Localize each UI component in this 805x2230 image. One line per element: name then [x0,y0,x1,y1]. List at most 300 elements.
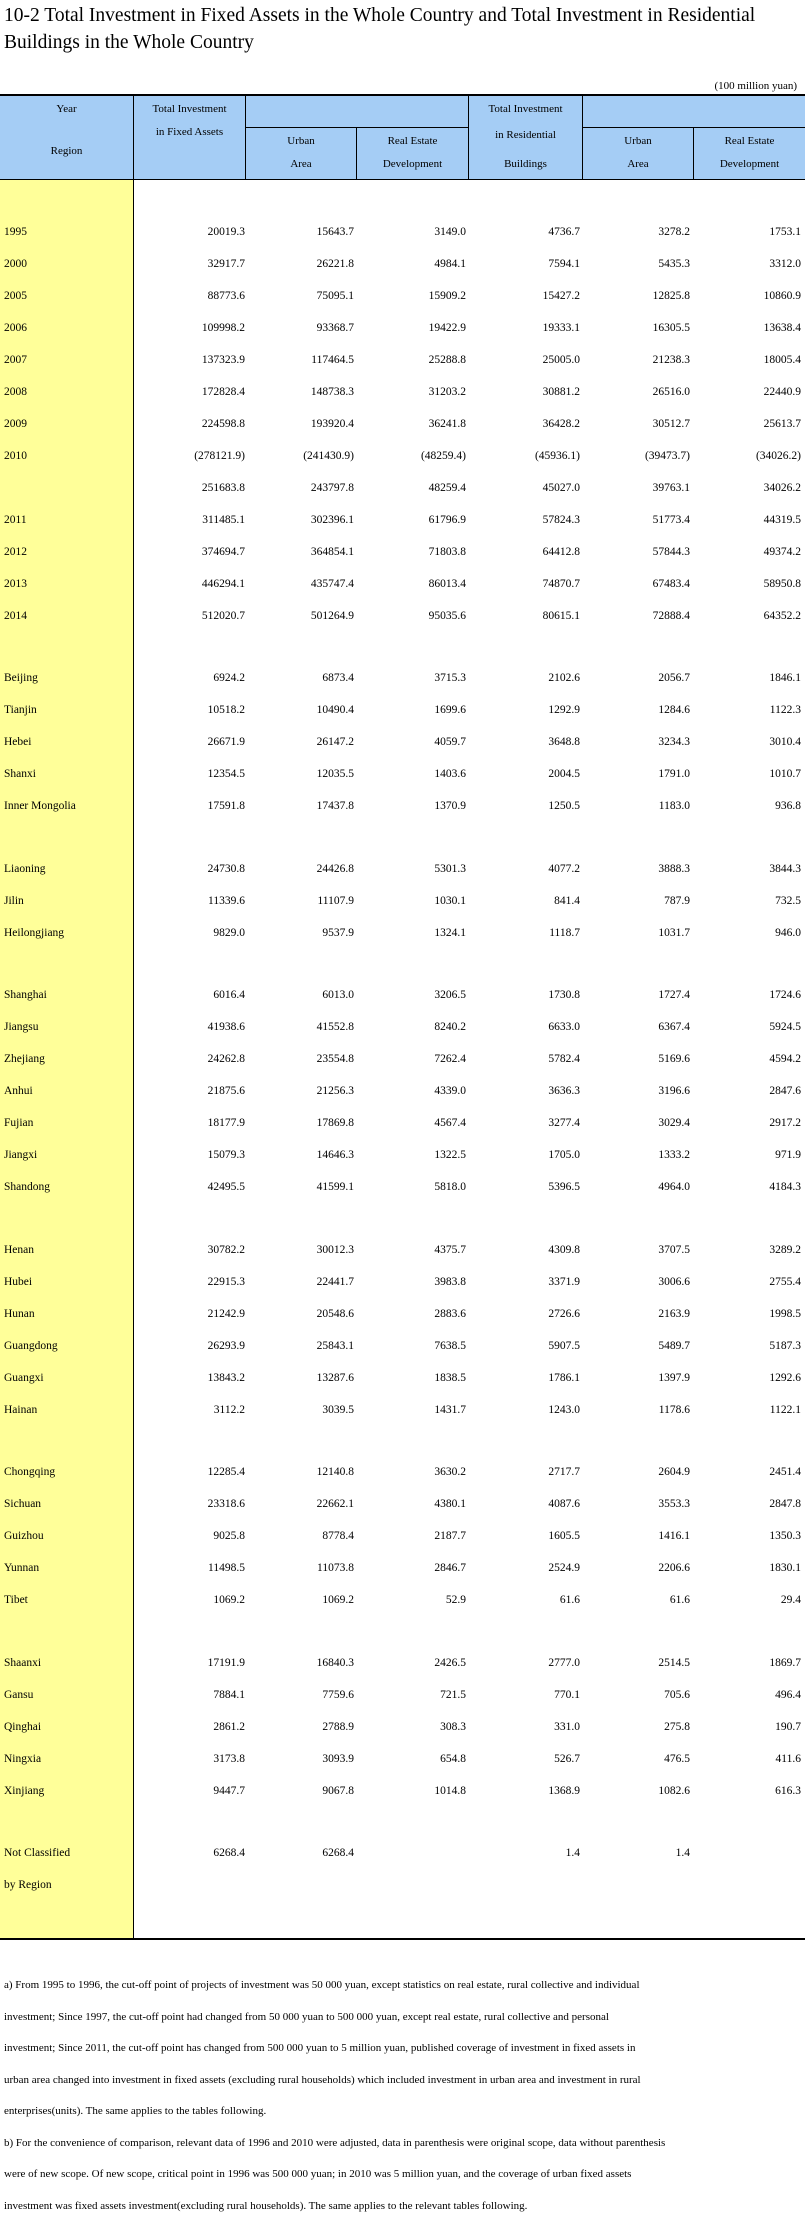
table-cell: 3630.2 [434,1466,466,1478]
table-cell: 1183.0 [658,800,690,812]
table-cell: 4984.1 [434,258,466,270]
table-cell: 1397.9 [658,1372,690,1384]
table-cell: 3707.5 [658,1244,690,1256]
table-cell: 80615.1 [542,610,580,622]
row-label: 2013 [4,578,27,590]
table-cell: 2883.6 [434,1308,466,1320]
header-real-estate-line2: Development [382,158,443,170]
row-label: Guangdong [4,1340,58,1352]
table-cell: 2206.6 [658,1562,690,1574]
table-cell: 3149.0 [434,226,466,238]
table-cell: 19333.1 [542,322,580,334]
table-cell: 58950.8 [763,578,801,590]
row-label-continued: by Region [4,1879,52,1891]
footnotes [4,1970,794,2222]
table-cell: 5187.3 [769,1340,801,1352]
table-cell: 3636.3 [548,1085,580,1097]
table-cell: 95035.6 [428,610,466,622]
table-cell: 12825.8 [652,290,690,302]
note-b-line-1: b) For the convenience of comparison, relevant data of 1996 and 2010 were adjusted, data in parenthesis were original scope, data without parenthesis [4,2136,666,2149]
header-area-2: Area [627,158,649,170]
table-cell: 411.6 [775,1753,801,1765]
table-cell: 148738.3 [310,386,354,398]
table-top-border [0,94,805,96]
table-cell: 3029.4 [658,1117,690,1129]
table-cell: 86013.4 [428,578,466,590]
table-cell: 9829.0 [213,927,245,939]
table-cell: 172828.4 [201,386,245,398]
header-total-res-line1: Total Investment [488,103,563,115]
table-cell: 5782.4 [548,1053,580,1065]
table-row [0,446,805,466]
table-cell: 16840.3 [316,1657,354,1669]
table-cell: 3648.8 [548,736,580,748]
table-cell: 721.5 [440,1689,466,1701]
table-cell: 25005.0 [542,354,580,366]
row-label: Jiangxi [4,1149,38,1161]
table-cell: 193920.4 [310,418,354,430]
note-a-line-2: investment; Since 1997, the cut-off point had changed from 50 000 yuan to 500 000 yuan, except real estate, rural collective and personal [4,2010,609,2023]
row-label: 2008 [4,386,27,398]
table-cell: 6268.4 [213,1847,245,1859]
row-label: 2005 [4,290,27,302]
table-cell: 7262.4 [434,1053,466,1065]
table-cell: 11073.8 [317,1562,354,1574]
table-cell: 2861.2 [213,1721,245,1733]
table-row [0,1049,805,1069]
table-cell: 1998.5 [769,1308,801,1320]
table-cell: 71803.8 [428,546,466,558]
table-cell: 5924.5 [769,1021,801,1033]
row-label: Hubei [4,1276,33,1288]
table-cell: 57844.3 [652,546,690,558]
table-cell: 21875.6 [207,1085,245,1097]
table-cell: 8778.4 [322,1530,354,1542]
table-cell: 3196.6 [658,1085,690,1097]
table-cell: 3206.5 [434,989,466,1001]
table-row [0,1272,805,1292]
table-row [0,1590,805,1610]
table-cell: 7638.5 [434,1340,466,1352]
table-cell: 21256.3 [316,1085,354,1097]
table-cell: 20548.6 [316,1308,354,1320]
table-cell: 1122.1 [769,1404,801,1416]
table-cell: 2847.6 [769,1085,801,1097]
table-cell: 6013.0 [322,989,354,1001]
table-cell: 2604.9 [658,1466,690,1478]
table-cell: 1727.4 [658,989,690,1001]
table-cell: 48259.4 [428,482,466,494]
table-cell: 5907.5 [548,1340,580,1352]
table-cell: 5435.3 [658,258,690,270]
table-bottom-border [0,1938,805,1940]
table-cell: 2426.5 [434,1657,466,1669]
table-cell: 971.9 [775,1149,801,1161]
row-label: 2012 [4,546,27,558]
table-cell: 374694.7 [201,546,245,558]
table-row [0,1749,805,1769]
table-cell: 75095.1 [316,290,354,302]
table-cell: 2777.0 [548,1657,580,1669]
table-cell: 25288.8 [428,354,466,366]
table-cell: 67483.4 [652,578,690,590]
table-cell: 61796.9 [428,514,466,526]
table-row [0,1336,805,1356]
table-cell: 26147.2 [316,736,354,748]
table-cell: 1.4 [675,1847,690,1859]
row-label: Shanghai [4,989,47,1001]
table-cell: 496.4 [775,1689,801,1701]
table-cell: 64352.2 [763,610,801,622]
header-year: Year [56,103,77,115]
table-cell: 435747.4 [310,578,354,590]
table-cell: 476.5 [664,1753,690,1765]
table-row [0,891,805,911]
table-cell: 6367.4 [658,1021,690,1033]
table-cell: 4594.2 [769,1053,801,1065]
table-cell: 3278.2 [658,226,690,238]
table-cell: 41938.6 [207,1021,245,1033]
note-b-line-3: investment was fixed assets investment(excluding rural households). The same applies to the relevant tables following. [4,2199,528,2212]
table-row [0,732,805,752]
table-cell: 25843.1 [316,1340,354,1352]
table-row [0,382,805,402]
table-cell: 2726.6 [548,1308,580,1320]
table-cell: 1431.7 [434,1404,466,1416]
table-row [0,1145,805,1165]
table-row [0,1400,805,1420]
table-cell: 23318.6 [207,1498,245,1510]
table-cell: 17437.8 [316,800,354,812]
row-label: Beijing [4,672,38,684]
table-cell: 526.7 [554,1753,580,1765]
table-row [0,254,805,274]
table-cell: 39763.1 [652,482,690,494]
row-label: 2006 [4,322,27,334]
table-cell: 1753.1 [769,226,801,238]
table-row [0,923,805,943]
table-cell: 10860.9 [763,290,801,302]
table-cell: 18005.4 [763,354,801,366]
table-cell: 49374.2 [763,546,801,558]
table-cell: 1082.6 [658,1785,690,1797]
header-total-fa-line1: Total Investment [152,103,227,115]
data-table [0,94,805,1940]
table-cell: 30012.3 [316,1244,354,1256]
table-cell: 2917.2 [769,1117,801,1129]
table-cell: 16305.5 [652,322,690,334]
table-cell: 1.4 [565,1847,580,1859]
header-total-res-line3: Buildings [504,158,547,170]
row-label: Shandong [4,1181,50,1193]
table-cell: 25613.7 [763,418,801,430]
table-cell: 4087.6 [548,1498,580,1510]
table-cell: 302396.1 [310,514,354,526]
table-cell: 308.3 [440,1721,466,1733]
row-label: Hebei [4,736,32,748]
table-cell: 5818.0 [434,1181,466,1193]
table-cell: 841.4 [554,895,580,907]
table-cell: 17869.8 [316,1117,354,1129]
table-cell: 2056.7 [658,672,690,684]
table-row [0,414,805,434]
table-cell: 11498.5 [208,1562,245,1574]
table-cell: 501264.9 [310,610,354,622]
table-cell: 3112.2 [213,1404,245,1416]
table-row [0,1717,805,1737]
row-label: Xinjiang [4,1785,45,1797]
table-cell: 3277.4 [548,1117,580,1129]
table-row [0,542,805,562]
table-cell: 3983.8 [434,1276,466,1288]
table-cell: 2187.7 [434,1530,466,1542]
table-row [0,1685,805,1705]
table-cell: 44319.5 [763,514,801,526]
table-cell: 36428.2 [542,418,580,430]
row-label: Jiangsu [4,1021,39,1033]
table-cell: 616.3 [775,1785,801,1797]
note-a-line-4: urban area changed into investment in fixed assets (excluding rural households) which included investment in urban area and investment in rural [4,2073,641,2086]
table-cell: 15643.7 [316,226,354,238]
table-cell: 24262.8 [207,1053,245,1065]
row-label: Jilin [4,895,24,907]
table-row [0,1653,805,1673]
table-cell: 1786.1 [548,1372,580,1384]
table-cell: 3093.9 [322,1753,354,1765]
row-label: 2011 [4,514,27,526]
table-cell: 61.6 [669,1594,690,1606]
table-cell: 1284.6 [658,704,690,716]
row-label: Chongqing [4,1466,56,1478]
row-label: 2000 [4,258,27,270]
table-cell: 109998.2 [201,322,245,334]
table-cell: 61.6 [559,1594,580,1606]
table-cell: 654.8 [440,1753,466,1765]
table-cell: 1118.7 [549,927,580,939]
table-cell: (48259.4) [420,450,466,462]
table-cell: 10518.2 [207,704,245,716]
table-cell: 7594.1 [548,258,580,270]
table-cell: 190.7 [775,1721,801,1733]
table-row [0,1177,805,1197]
table-cell: 5301.3 [434,863,466,875]
table-cell: 243797.8 [310,482,354,494]
table-cell: 45027.0 [542,482,580,494]
table-row [0,1368,805,1388]
table-cell: 1705.0 [548,1149,580,1161]
table-row [0,796,805,816]
table-cell: 1724.6 [769,989,801,1001]
table-cell: 1122.3 [769,704,801,716]
table-cell: 10490.4 [316,704,354,716]
table-cell: (34026.2) [755,450,801,462]
table-row [0,700,805,720]
table-cell: 22440.9 [763,386,801,398]
table-cell: 3844.3 [769,863,801,875]
table-cell: 64412.8 [542,546,580,558]
table-cell: 21242.9 [207,1308,245,1320]
table-cell: 20019.3 [207,226,245,238]
row-label: 2009 [4,418,27,430]
row-label: 2014 [4,610,27,622]
table-cell: 12354.5 [207,768,245,780]
table-cell: 7884.1 [213,1689,245,1701]
row-label: Guizhou [4,1530,44,1542]
table-cell: 6873.4 [322,672,354,684]
row-label: Hainan [4,1404,38,1416]
table-cell: 15427.2 [542,290,580,302]
table-cell: 8240.2 [434,1021,466,1033]
table-cell: 12140.8 [316,1466,354,1478]
table-cell: 1416.1 [658,1530,690,1542]
table-cell: 275.8 [664,1721,690,1733]
row-label: Guangxi [4,1372,44,1384]
table-row [0,318,805,338]
table-cell: 17591.8 [207,800,245,812]
table-cell: 3234.3 [658,736,690,748]
table-row [0,859,805,879]
table-cell: 3010.4 [769,736,801,748]
table-cell: 137323.9 [201,354,245,366]
table-cell: 12035.5 [316,768,354,780]
header-urban: Urban [287,135,315,147]
table-cell: 52.9 [445,1594,466,1606]
table-cell: 2514.5 [658,1657,690,1669]
table-cell: 7759.6 [322,1689,354,1701]
table-cell: 446294.1 [201,578,245,590]
table-cell: 1030.1 [434,895,466,907]
table-cell: 24730.8 [207,863,245,875]
table-cell: 1605.5 [548,1530,580,1542]
table-cell: 26221.8 [316,258,354,270]
table-cell: 2163.9 [658,1308,690,1320]
table-cell: 1838.5 [434,1372,466,1384]
table-cell: 26671.9 [207,736,245,748]
table-cell: 1370.9 [434,800,466,812]
table-cell: 4077.2 [548,863,580,875]
table-cell: 1031.7 [658,927,690,939]
table-cell: 1292.6 [769,1372,801,1384]
table-cell: 2524.9 [548,1562,580,1574]
table-cell: 41599.1 [316,1181,354,1193]
table-cell: 2102.6 [548,672,580,684]
table-cell: 30881.2 [542,386,580,398]
note-b-line-2: were of new scope. Of new scope, critical point in 1996 was 500 000 yuan; in 2010 was 5 million yuan, and the coverage of urban fixed assets [4,2168,632,2180]
row-label: Yunnan [4,1562,40,1574]
table-cell: 3312.0 [769,258,801,270]
table-row [0,510,805,530]
table-cell: 32917.7 [207,258,245,270]
table-row [0,286,805,306]
table-cell: 6268.4 [322,1847,354,1859]
row-label: Sichuan [4,1498,42,1510]
table-row [0,1526,805,1546]
table-cell: 12285.4 [207,1466,245,1478]
table-cell: 13287.6 [316,1372,354,1384]
row-label: Anhui [4,1085,33,1097]
row-label: Hunan [4,1308,35,1320]
unit-label: (100 million yuan) [714,80,797,92]
row-label: 2010 [4,450,27,462]
table-row [0,1304,805,1324]
header-urban-2: Urban [624,135,652,147]
table-cell: 9447.7 [213,1785,245,1797]
table-cell: 4964.0 [658,1181,690,1193]
table-cell: 14646.3 [316,1149,354,1161]
table-cell: 732.5 [775,895,801,907]
table-cell: 29.4 [780,1594,801,1606]
table-cell: 24426.8 [316,863,354,875]
table-cell: 6016.4 [213,989,245,1001]
table-cell: 1250.5 [548,800,580,812]
table-cell: 1069.2 [322,1594,354,1606]
table-row [0,1558,805,1578]
header-real-estate-2-line2: Development [719,158,780,170]
row-label: Tibet [4,1594,28,1606]
table-cell: 4736.7 [548,226,580,238]
table-cell: 1178.6 [658,1404,690,1416]
table-row [0,1017,805,1037]
note-a-line-1: a) From 1995 to 1996, the cut-off point of projects of investment was 50 000 yuan, except statistics on real estate, rural collective and individual [4,1979,640,1991]
table-row [0,1843,805,1863]
table-row [0,1081,805,1101]
note-a-line-3: investment; Since 2011, the cut-off point has changed from 500 000 yuan to 5 million yuan, published coverage of investment in fixed assets in [4,2042,636,2054]
table-cell: 4059.7 [434,736,466,748]
table-cell: 26516.0 [652,386,690,398]
table-row [0,1113,805,1133]
table-row [0,985,805,1005]
table-row [0,350,805,370]
table-cell: 3553.3 [658,1498,690,1510]
table-row [0,574,805,594]
table-cell: 1243.0 [548,1404,580,1416]
table-cell: 2847.8 [769,1498,801,1510]
table-row [0,764,805,784]
page-title: 10-2 Total Investment in Fixed Assets in the Whole Country and Total Investment in Residential Buildings in the Whole Country [4,5,756,53]
row-label: Fujian [4,1117,34,1129]
table-cell: 1350.3 [769,1530,801,1542]
table-cell: (39473.7) [644,450,690,462]
table-cell: 9025.8 [213,1530,245,1542]
table-cell: 2717.7 [548,1466,580,1478]
table-row [0,1875,805,1895]
row-label: Heilongjiang [4,927,65,939]
table-cell: 117464.5 [311,354,354,366]
table-cell: 4339.0 [434,1085,466,1097]
table-cell: 15909.2 [428,290,466,302]
table-cell: 30512.7 [652,418,690,430]
table-cell: 15079.3 [207,1149,245,1161]
table-cell: 4567.4 [434,1117,466,1129]
table-cell: 3039.5 [322,1404,354,1416]
table-cell: 3289.2 [769,1244,801,1256]
table-cell: 6924.2 [213,672,245,684]
note-a-line-5: enterprises(units). The same applies to the tables following. [4,2105,267,2117]
table-cell: 5396.5 [548,1181,580,1193]
row-label: Henan [4,1244,35,1256]
table-cell: 1699.6 [434,704,466,716]
table-cell: 22441.7 [316,1276,354,1288]
table-cell: 1014.8 [434,1785,466,1797]
row-label: Gansu [4,1689,34,1701]
table-cell: 1730.8 [548,989,580,1001]
table-cell: 3888.3 [658,863,690,875]
table-cell: 3173.8 [213,1753,245,1765]
table-cell: 11339.6 [208,895,245,907]
table-cell: 1368.9 [548,1785,580,1797]
table-row [0,1494,805,1514]
table-cell: 9537.9 [322,927,354,939]
